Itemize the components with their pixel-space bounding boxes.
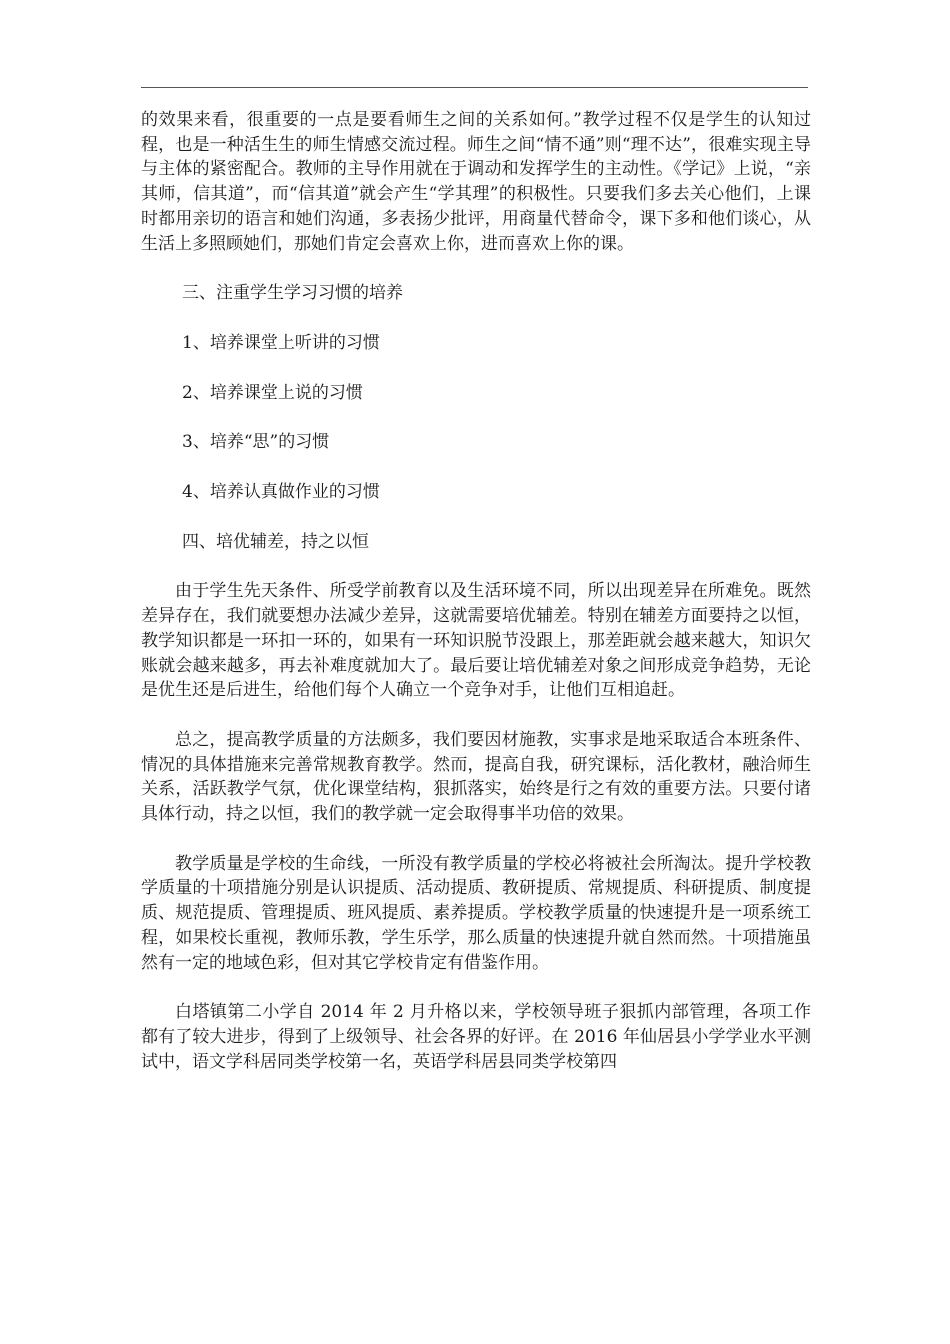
list-item-speaking-habit: 2、培养课堂上说的习惯	[182, 382, 363, 403]
document-body	[141, 108, 811, 1074]
section-heading-tutoring: 四、培优辅差，持之以恒	[182, 531, 369, 552]
list-item-thinking-habit: 3、培养“思”的习惯	[182, 432, 330, 453]
paragraph-student-differences: 由于学生先天条件、所受学前教育以及生活环境不同，所以出现差异在所难免。既然差异存在，我们就要想办法减少差异，这就需要培优辅差。特别在辅差方面要持之以恒，教学知识都是一环扣一环的，如果有一环知识脱节没跟上，那差距就会越来越大，知识欠账就会越来越多，再去补难度就加大了。最后要让培优辅差对象之间形成竞争趋势，无论是优生还是后进生，给他们每个人确立一个竞争对手，让他们互相追赶。	[141, 581, 811, 701]
paragraph-summary: 总之，提高教学质量的方法颇多，我们要因材施教，实事求是地采取适合本班条件、情况的具体措施来完善常规教育教学。然而，提高自我，研究课标，活化教材，融洽师生关系，活跃教学气氛，优化课堂结构，狠抓落实，始终是行之有效的重要方法。只要付诸具体行动，持之以恒，我们的教学就一定会取得事半功倍的效果。	[141, 729, 811, 825]
paragraph-teacher-student-relationship: 的效果来看，很重要的一点是要看师生之间的关系如何。”教学过程不仅是学生的认知过程，也是一种活生生的师生情感交流过程。师生之间“情不通”则“理不达”，很难实现主导与主体的紧密配合。教师的主导作用就在于调动和发挥学生的主动性。《学记》上说，“亲其师，信其道”，而“信其道”就会产生“学其理”的积极性。只要我们多去关心他们，上课时都用亲切的语言和她们沟通，多表扬少批评，用商量代替命令，课下多和他们谈心，从生活上多照顾她们，那她们肯定会喜欢上你，进而喜欢上你的课。	[141, 110, 811, 254]
header-rule	[141, 87, 808, 88]
list-item-listening-habit: 1、培养课堂上听讲的习惯	[182, 332, 380, 353]
paragraph-baita-school: 白塔镇第二小学自 2014 年 2 月升格以来，学校领导班子狠抓内部管理，各项工作都有了较大进步，得到了上级领导、社会各界的好评。在 2016 年仙居县小学学业水平测试中，语文学科居同类学校第一名，英语学科居县同类学校第四	[141, 1002, 811, 1072]
list-item-homework-habit: 4、培养认真做作业的习惯	[182, 482, 380, 503]
section-heading-study-habits: 三、注重学生学习习惯的培养	[182, 283, 403, 304]
paragraph-teaching-quality: 教学质量是学校的生命线，一所没有教学质量的学校必将被社会所淘汰。提升学校教学质量的十项措施分别是认识提质、活动提质、教研提质、常规提质、科研提质、制度提质、规范提质、管理提质、班风提质、素养提质。学校教学质量的快速提升是一项系统工程，如果校长重视，教师乐教，学生乐学，那么质量的快速提升就自然而然。十项措施虽然有一定的地域色彩，但对其它学校肯定有借鉴作用。	[141, 853, 811, 973]
